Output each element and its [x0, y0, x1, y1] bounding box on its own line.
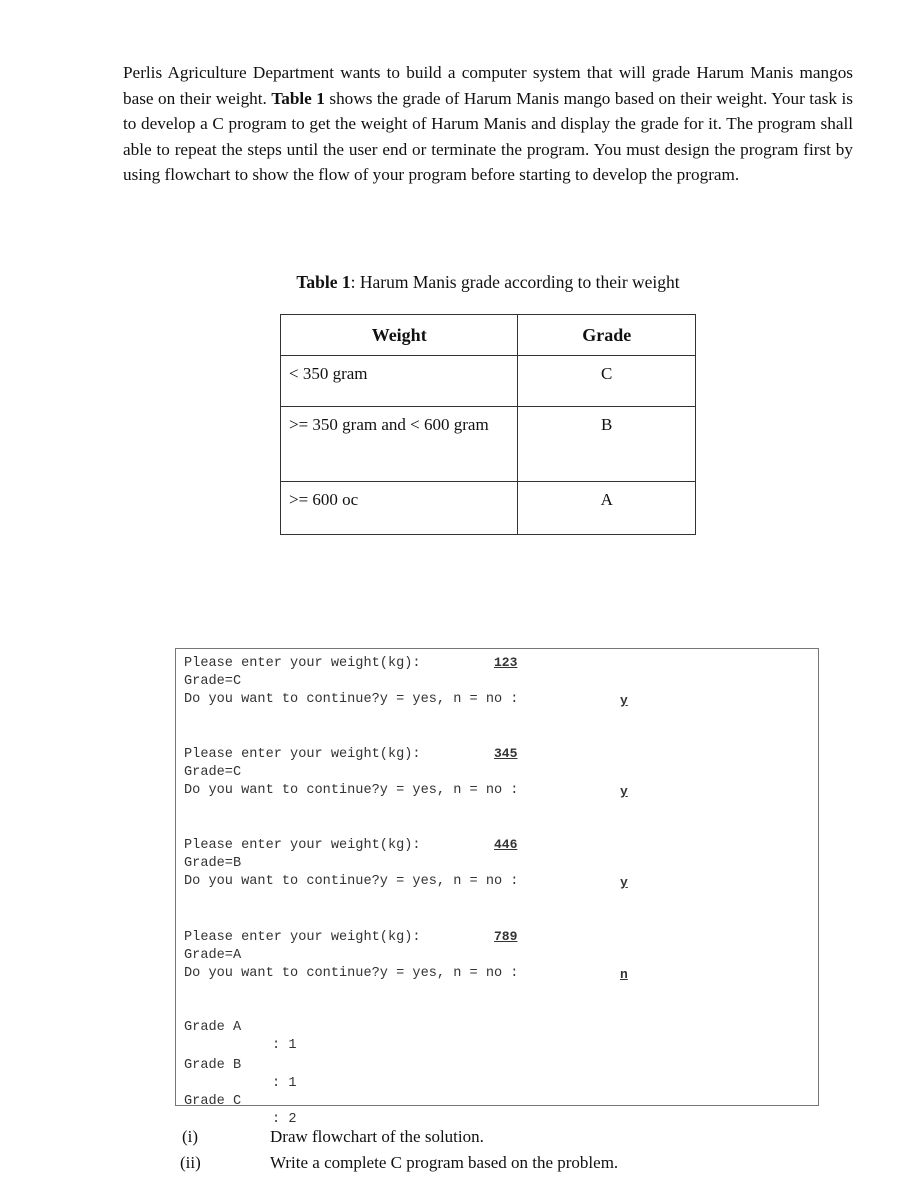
continue-answer: y [620, 693, 628, 708]
summary-label: Grade C [184, 1094, 242, 1109]
continue-prompt: Do you want to continue?y = yes, n = no : [184, 966, 519, 981]
continue-answer: y [620, 875, 628, 890]
task-text: Write a complete C program based on the problem. [270, 1153, 619, 1172]
grade-output: Grade=C [184, 765, 242, 780]
intro-text-2: shows the grade of Harum Manis mango based on their weight. Your task is to develop a C program to get the weight of Harum Manis and display the grade for it. The program shall able to repeat the steps until the user end or terminate the program. You must design the program first by using flowchart to show the flow of your program before starting to develop the program. [123, 88, 853, 184]
problem-statement [123, 60, 853, 188]
summary-grade-b [176, 1039, 476, 1091]
table-caption [0, 272, 897, 293]
intro-text-1: Perlis Agriculture Department wants to build a computer system that will grade Harum Manis mangos base on their weight. [123, 63, 853, 108]
weight-input-value: 446 [494, 837, 518, 852]
continue-answer: y [620, 784, 628, 799]
summary-grade-a [176, 1001, 476, 1053]
continue-prompt: Do you want to continue?y = yes, n = no : [184, 692, 519, 707]
grade-output: Grade=B [184, 856, 242, 871]
weight-input-value: 345 [494, 746, 518, 761]
weight-prompt: Please enter your weight(kg): [184, 656, 421, 671]
table-reference: Table 1 [271, 88, 325, 108]
table-caption-label: Table 1 [296, 272, 351, 292]
grade-output: Grade=C [184, 674, 242, 689]
summary-count: : 1 [272, 1038, 297, 1053]
grade-output: Grade=A [184, 948, 242, 963]
weight-prompt: Please enter your weight(kg): [184, 747, 421, 762]
weight-prompt: Please enter your weight(kg): [184, 838, 421, 853]
grade-table [280, 314, 696, 535]
grade-cell: C [518, 356, 696, 407]
weight-input-value: 123 [494, 655, 518, 670]
summary-grade-c [176, 1075, 476, 1127]
weight-cell: < 350 gram [281, 356, 518, 407]
task-text: Draw flowchart of the solution. [270, 1127, 484, 1146]
grade-cell: B [518, 407, 696, 482]
sample-output-console [175, 648, 819, 1127]
task-number: (i) [182, 1127, 199, 1146]
table-row [281, 356, 696, 407]
task-number: (ii) [180, 1153, 201, 1172]
continue-prompt: Do you want to continue?y = yes, n = no : [184, 783, 519, 798]
grade-cell: A [518, 482, 696, 535]
continue-prompt: Do you want to continue?y = yes, n = no : [184, 874, 519, 889]
table-header-row [281, 315, 696, 356]
summary-label: Grade A [184, 1020, 242, 1035]
weight-cell: >= 350 gram and < 600 gram [281, 407, 518, 482]
summary-label: Grade B [184, 1058, 242, 1073]
header-weight: Weight [281, 315, 518, 356]
continue-answer: n [620, 967, 628, 982]
weight-input-value: 789 [494, 929, 518, 944]
summary-count: : 2 [272, 1112, 297, 1127]
header-grade: Grade [518, 315, 696, 356]
table-row [281, 482, 696, 535]
table-row [281, 407, 696, 482]
weight-prompt: Please enter your weight(kg): [184, 930, 421, 945]
summary-count: : 1 [272, 1076, 297, 1091]
table-caption-text: : Harum Manis grade according to their weight [350, 272, 680, 292]
weight-cell: >= 600 oc [281, 482, 518, 535]
